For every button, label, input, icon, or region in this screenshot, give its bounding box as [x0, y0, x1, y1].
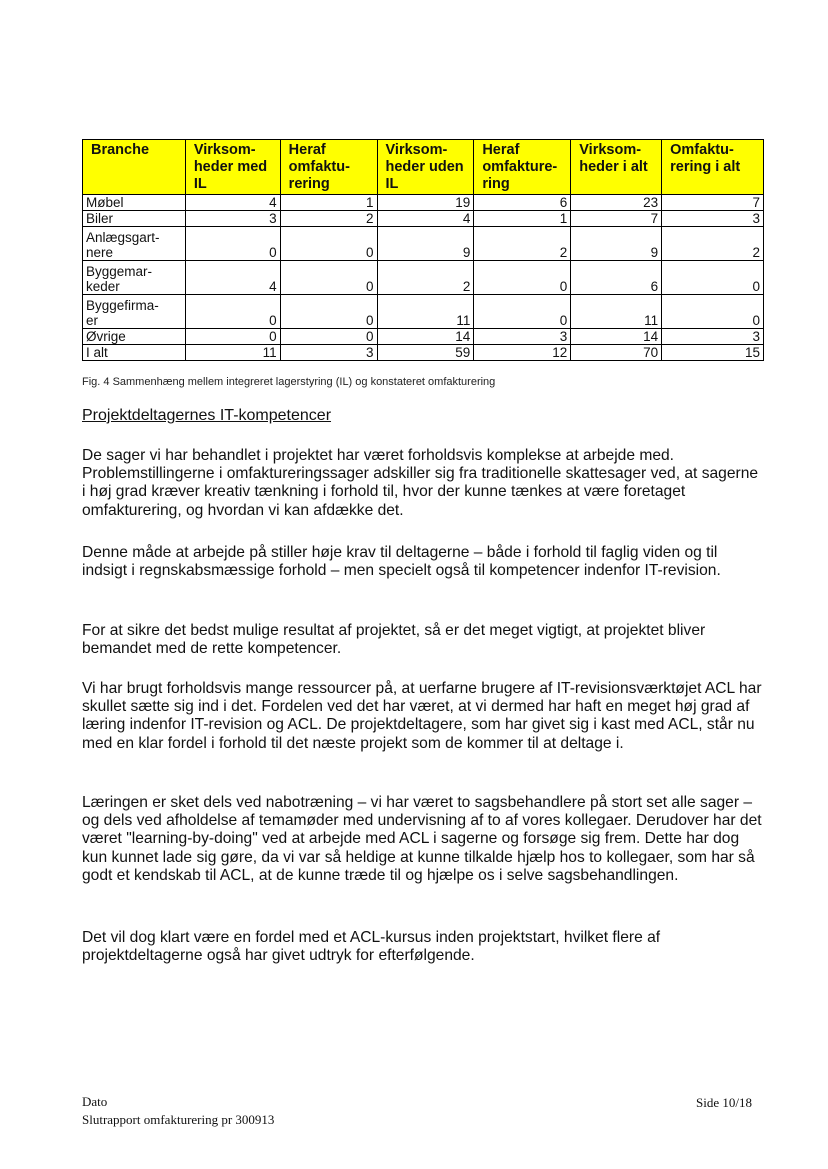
cell-uden-il: 11 [377, 295, 474, 329]
cell-med-il: 0 [185, 295, 280, 329]
cell-med-il: 11 [185, 345, 280, 361]
paragraph: De sager vi har behandlet i projektet har været forholdsvis komplekse at arbejde med. Problemstillingerne i omfaktureringssager adskiller sig fra traditionelle skattesager ved, at sagerne i høj grad kræver kreativ tænkning i forhold til, hvor der kunne tænkes at være foretaget omfakturering, og hvordan vi kan afdække det. [82, 447, 759, 519]
footer-report-title: Slutrapport omfakturering pr 300913 [82, 1112, 275, 1127]
table-row [83, 295, 764, 329]
cell-omf-i-alt: 0 [662, 295, 764, 329]
cell-heraf-2: 12 [474, 345, 571, 361]
cell-uden-il: 4 [377, 211, 474, 227]
cell-branche: Byggefirma- er [83, 295, 186, 329]
paragraph: For at sikre det bedst mulige resultat af projektet, så er det meget vigtigt, at projektet bliver bemandet med de rette kompetencer. [82, 622, 706, 658]
cell-heraf-2: 0 [474, 295, 571, 329]
table-row [83, 261, 764, 295]
cell-heraf-1: 0 [280, 329, 377, 345]
cell-heraf-2: 0 [474, 261, 571, 295]
paragraph: Det vil dog klart være en fordel med et ACL-kursus inden projektstart, hvilket flere af projektdeltagerne også har givet udtryk for efterfølgende. [82, 929, 661, 965]
cell-uden-il: 59 [377, 345, 474, 361]
header-virksomheder-uden-il: Virksom- heder uden IL [377, 140, 474, 195]
cell-med-il: 3 [185, 211, 280, 227]
cell-med-il: 0 [185, 227, 280, 261]
footer-left [82, 1093, 274, 1129]
table-header-row [83, 140, 764, 195]
cell-uden-il: 19 [377, 195, 474, 211]
cell-branche: Byggemar- keder [83, 261, 186, 295]
table-row [83, 227, 764, 261]
cell-heraf-2: 6 [474, 195, 571, 211]
cell-heraf-2: 1 [474, 211, 571, 227]
cell-omf-i-alt: 7 [662, 195, 764, 211]
header-branche: Branche [83, 140, 186, 195]
data-table [82, 139, 764, 361]
cell-omf-i-alt: 15 [662, 345, 764, 361]
paragraph: Læringen er sket dels ved nabotræning – vi har været to sagsbehandlere på stort set alle sager – og dels ved afholdelse af temamøder med undervisning af to af vores kollegaer. Derudover har det været "learning-by-doing" ved at arbejde med ACL i sagerne og forsøge sig frem. Dette har dog kun kunnet lade sig gøre, da vi var så heldige at kunne tilkalde hjælp hos to kollegaer, som har så godt et kendskab til ACL, at de kunne træde til og hjælpe os i selve sagsbehandlingen. [82, 794, 762, 884]
cell-i-alt: 14 [571, 329, 662, 345]
cell-branche: Biler [83, 211, 186, 227]
cell-uden-il: 9 [377, 227, 474, 261]
figure-caption: Fig. 4 Sammenhæng mellem integreret lagerstyring (IL) og konstateret omfakturering [82, 376, 496, 388]
cell-med-il: 0 [185, 329, 280, 345]
cell-omf-i-alt: 3 [662, 211, 764, 227]
cell-i-alt: 9 [571, 227, 662, 261]
cell-med-il: 4 [185, 261, 280, 295]
table-row [83, 211, 764, 227]
footer-date-label: Dato [82, 1094, 108, 1109]
cell-branche: Øvrige [83, 329, 186, 345]
cell-i-alt: 70 [571, 345, 662, 361]
section-heading: Projektdeltagernes IT-kompetencer [82, 407, 332, 424]
table-row-total [83, 345, 764, 361]
cell-omf-i-alt: 2 [662, 227, 764, 261]
cell-heraf-1: 0 [280, 261, 377, 295]
cell-heraf-1: 2 [280, 211, 377, 227]
table-row [83, 329, 764, 345]
cell-heraf-1: 3 [280, 345, 377, 361]
cell-heraf-1: 0 [280, 227, 377, 261]
table-row [83, 195, 764, 211]
cell-branche: Møbel [83, 195, 186, 211]
cell-heraf-2: 3 [474, 329, 571, 345]
cell-uden-il: 14 [377, 329, 474, 345]
header-heraf-omfakturering-1: Heraf omfaktu- rering [280, 140, 377, 195]
page-number: Side 10/18 [696, 1095, 752, 1110]
cell-omf-i-alt: 3 [662, 329, 764, 345]
cell-branche: I alt [83, 345, 186, 361]
cell-heraf-1: 0 [280, 295, 377, 329]
cell-med-il: 4 [185, 195, 280, 211]
paragraph: Denne måde at arbejde på stiller høje krav til deltagerne – både i forhold til faglig viden og til indsigt i regnskabsmæssige forhold – men specielt også til kompetencer indenfor IT-revision. [82, 544, 721, 580]
cell-i-alt: 11 [571, 295, 662, 329]
cell-branche: Anlægsgart- nere [83, 227, 186, 261]
cell-i-alt: 6 [571, 261, 662, 295]
header-virksomheder-i-alt: Virksom- heder i alt [571, 140, 662, 195]
cell-heraf-1: 1 [280, 195, 377, 211]
cell-i-alt: 7 [571, 211, 662, 227]
cell-i-alt: 23 [571, 195, 662, 211]
paragraph: Vi har brugt forholdsvis mange ressourcer på, at uerfarne brugere af IT-revisionsværktøjet ACL har skullet sætte sig ind i det. Fordelen ved det har været, at vi dermed har haft en meget høj grad af læring indenfor IT-revision og ACL. De projektdeltagere, som har givet sig i kast med ACL, står nu med en klar fordel i forhold til det næste projekt som de kommer til at deltage i. [82, 680, 762, 752]
header-omfakturering-i-alt: Omfaktu- rering i alt [662, 140, 764, 195]
header-heraf-omfakturering-2: Heraf omfakture- ring [474, 140, 571, 195]
cell-omf-i-alt: 0 [662, 261, 764, 295]
cell-heraf-2: 2 [474, 227, 571, 261]
header-virksomheder-med-il: Virksom- heder med IL [185, 140, 280, 195]
cell-uden-il: 2 [377, 261, 474, 295]
